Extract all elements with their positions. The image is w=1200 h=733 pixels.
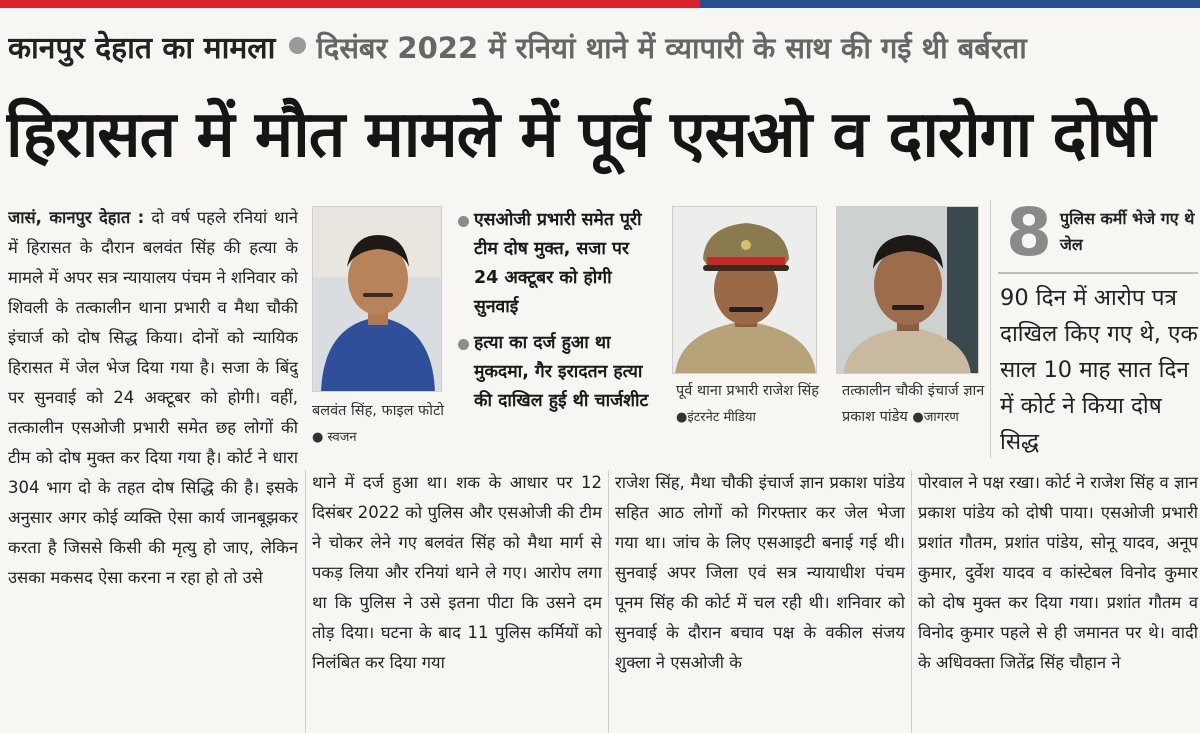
headline: हिरासत में मौत मामले में पूर्व एसओ व दारोगा दोषी	[6, 98, 1155, 172]
article-column-3: राजेश सिंह, मैथा चौकी इंचार्ज ज्ञान प्रकाश पांडेय सहित आठ लोगों को गिरफ्तार कर जेल भेजा गया था। जांच के लिए एसआइटी बनाई गई थी। सुनवाई अपर जिला एवं सत्र न्यायाधीश पंचम पूनम सिंह की कोर्ट में चल रही थी। शनिवार को सुनवाई के दौरान बचाव पक्ष के वकील संजय शुक्ला ने एसओजी के	[615, 473, 905, 672]
kicker-detail: दिसंबर 2022 में रनियां थाने में व्यापारी के साथ की गई थी बर्बरता	[316, 31, 1027, 65]
article-column-2: थाने में दर्ज हुआ था। शक के आधार पर 12 दिसंबर 2022 को पुलिस और एसओजी की टीम ने चोकर लेने गए बलवंत सिंह को मैथा मार्ग से पकड़ लिया और रनियां थाने ले गए। आरोप लगा था कि पुलिस ने उसे इतना पीटा कि उसने दम तोड़ दिया। घटना के बाद 11 पुलिस कर्मियों को निलंबित कर दिया गया	[312, 473, 602, 672]
photo-caption-3	[842, 378, 992, 431]
kicker-location: कानपुर देहात का मामला	[8, 31, 276, 66]
photo-caption-1	[312, 398, 452, 451]
bullet-dot-icon	[289, 37, 306, 54]
column-divider	[990, 200, 991, 458]
caption-text: पूर्व थाना प्रभारी राजेश सिंह	[676, 383, 820, 399]
stat-box	[998, 194, 1198, 271]
dateline: जासं, कानपुर देहात :	[8, 208, 145, 227]
photo-credit: ●इंटरनेट मीडिया	[676, 410, 756, 425]
stat-divider	[998, 272, 1198, 274]
article-column-1	[8, 203, 298, 733]
article-column-4: पोरवाल ने पक्ष रखा। कोर्ट ने राजेश सिंह व ज्ञान प्रकाश पांडेय को दोषी पाया। एसओजी प्रभारी प्रशांत गौतम, प्रशांत पांडेय, सोनू यादव, अनूप कुमार, दुर्वेश यादव व कांस्टेबल विनोद कुमार को दोष मुक्त कर दिया गया। प्रशांत गौतम व विनोद कुमार पहले से ही जमानत पर थे। वादी के अधिवक्ता जितेंद्र सिंह चौहान ने	[918, 473, 1198, 672]
photo-gyan-prakash-pandey	[836, 206, 979, 374]
column-1-text: दो वर्ष पहले रनियां थाने में हिरासत के दौरान बलवंत सिंह की हत्या के मामले में अपर सत्र न्यायालय पंचम ने शनिवार को शिवली के तत्कालीन थाना प्रभारी व मैथा चौकी इंचार्ज को दोष सिद्ध किया। दोनों को न्यायिक हिरासत में जेल भेज दिया गया है। सजा के बिंदु पर सुनवाई को 24 अक्टूबर को होगी। वहीं, तत्कालीन एसओजी प्रभारी समेत छह लोगों की टीम को दोष मुक्त कर दिया गया है। कोर्ट ने धारा 304 भाग दो के तहत दोष सिद्धि की है। इसके अनुसार अगर कोई व्यक्ति ऐसा कार्य जानबूझकर करता है जिससे किसी की मृत्यु हो जाए, लेकिन उसका मकसद ऐसा करना न रहा हो तो उसे	[8, 208, 298, 587]
photo-credit: ●जागरण	[912, 410, 959, 425]
portrait-image	[673, 207, 817, 374]
portrait-image	[837, 207, 979, 374]
highlight-item: एसओजी प्रभारी समेत पूरी टीम दोष मुक्त, सजा पर 24 अक्टूबर को होगी सुनवाई	[458, 206, 658, 322]
stat-number: 8	[1006, 194, 1052, 271]
sidebar-fact: 90 दिन में आरोप पत्र दाखिल किए गए थे, एक साल 10 माह सात दिन में कोर्ट ने किया दोष सिद्ध	[1000, 285, 1198, 455]
highlights-box	[458, 206, 658, 423]
kicker-line	[8, 26, 1198, 76]
top-color-strip	[0, 0, 1200, 8]
blue-strip	[700, 0, 1200, 8]
red-strip	[0, 0, 700, 8]
photo-credit: ● स्वजन	[312, 430, 357, 445]
portrait-image	[313, 207, 442, 392]
caption-text: बलवंत सिंह, फाइल फोटो	[312, 403, 445, 419]
column-divider	[608, 470, 609, 733]
column-divider	[305, 470, 306, 733]
column-divider	[911, 470, 912, 733]
photo-balwant-singh	[312, 206, 442, 392]
photo-caption-2	[676, 378, 826, 431]
caption-text: तत्कालीन चौकी इंचार्ज ज्ञान प्रकाश पांडेय	[842, 383, 985, 425]
photo-rajesh-singh	[672, 206, 817, 374]
stat-label: पुलिस कर्मी भेजे गए थे जेल	[1060, 209, 1195, 254]
highlight-item: हत्या का दर्ज हुआ था मुकदमा, गैर इरादतन हत्या की दाखिल हुई थी चार्जशीट	[458, 329, 658, 416]
